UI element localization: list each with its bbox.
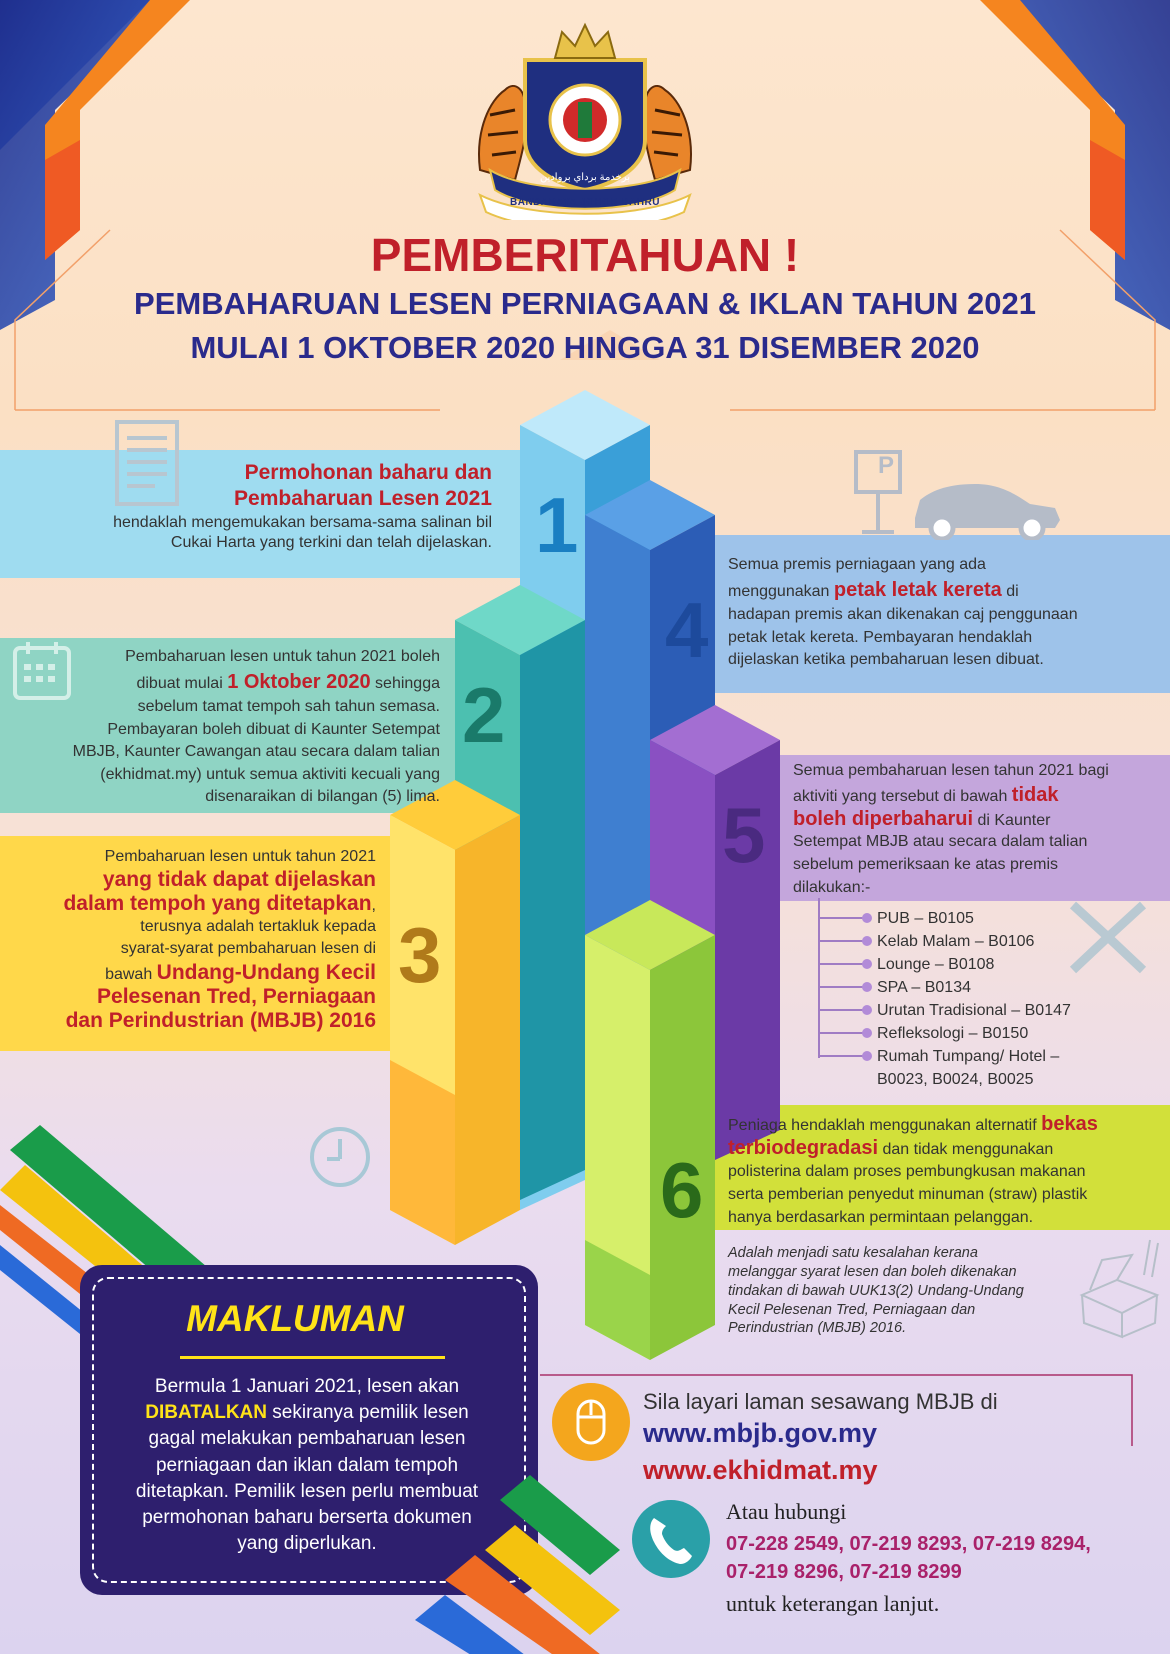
item-1-text [60, 460, 492, 553]
list-item: Kelab Malam – B0106 [877, 933, 1035, 950]
makluman-title: MAKLUMAN [186, 1298, 404, 1339]
item-6-line-2 [728, 1136, 1168, 1160]
item-5-text [793, 760, 1168, 900]
makluman-dibatalkan: DIBATALKAN [145, 1402, 267, 1424]
phone-shape [632, 1500, 710, 1578]
makluman-line-4: perniagaan dan iklan dalam tempoh [155, 1454, 459, 1476]
food-container-straw-icon [1072, 1235, 1167, 1340]
item-4-text [728, 554, 1168, 672]
item-4-line-3: hadapan premis akan dikenakan caj penggunaan [728, 606, 1078, 624]
parking-sign-letter: P [877, 452, 894, 479]
item-2-line-6: (ekhidmat.my) untuk semua aktiviti kecuali yang [100, 765, 440, 783]
item-2-text [20, 646, 440, 808]
item-3-text [20, 846, 376, 1033]
item-4-line-1: Semua premis perniagaan yang ada [728, 556, 986, 573]
list-item: Urutan Tradisional – B0147 [877, 1002, 1071, 1019]
subtitle-1: PEMBAHARUAN LESEN PERNIAGAAN & IKLAN TAHUN 2021 [134, 286, 1036, 321]
item-3-line-5: syarat-syarat pembaharuan lesen di [120, 940, 376, 958]
item-2-line-2c: sehingga [370, 675, 440, 693]
item-4-line-2 [728, 576, 1168, 604]
crest-ribbon-text: BANDARAYA JOHOR BAHRU [510, 197, 660, 208]
item-2-line-2a: dibuat mulai [136, 675, 228, 693]
item-2-line-1: Pembaharuan lesen untuk tahun 2021 boleh [125, 648, 440, 665]
makluman-line-1: Bermula 1 Januari 2021, lesen akan [154, 1376, 460, 1397]
item-6-line-1b: bekas [1041, 1113, 1098, 1135]
list-item: Refleksologi – B0150 [877, 1025, 1029, 1042]
makluman-line-3: gagal melakukan pembaharuan lesen [148, 1428, 466, 1450]
item-3-line-2: yang tidak dapat dijelaskan [102, 868, 376, 892]
item-1-heading-1: Permohonan baharu dan [244, 461, 492, 484]
item-3-line-8: dan Perindustrian (MBJB) 2016 [65, 1008, 376, 1032]
list-item: Rumah Tumpang/ Hotel – [877, 1048, 1060, 1065]
item-5-line-3a: boleh diperbaharui [793, 807, 974, 830]
mouse-icon [552, 1383, 630, 1461]
pillar-number-3: 3 [398, 911, 442, 999]
item-5-line-2a: aktiviti yang tersebut di bawah [793, 787, 1012, 805]
url-mbjb[interactable]: www.mbjb.gov.my [643, 1418, 878, 1448]
item-5-line-2 [793, 783, 1168, 807]
phone-numbers-1: 07-228 2549, 07-219 8293, 07-219 8294, [726, 1533, 1091, 1555]
makluman-line-2b: sekiranya pemilik lesen [267, 1402, 469, 1424]
item-1-body-2: Cukai Harta yang terkini dan telah dijelaskan. [170, 533, 492, 551]
clock-icon [305, 1125, 375, 1195]
item-6-line-4: serta pemberian penyedut minuman (straw) plastik [728, 1186, 1088, 1204]
makluman-line-7: yang diperlukan. [237, 1533, 377, 1555]
pillar-number-6: 6 [660, 1146, 704, 1234]
makluman-line-6: permohonan baharu berserta dokumen [142, 1507, 472, 1529]
item-4-line-2c: di [1001, 583, 1019, 601]
item-6-line-5: hanya berdasarkan permintaan pelanggan. [728, 1209, 1034, 1227]
item-5-line-3b: di Kaunter [973, 811, 1051, 829]
item-1-body-1: hendaklah mengemukakan bersama-sama salinan bil [113, 513, 492, 531]
item-5-line-4: Setempat MBJB atau secara dalam talian [793, 832, 1088, 850]
pillar-number-1: 1 [535, 481, 579, 569]
item-6-line-1 [728, 1112, 1168, 1136]
item-2-line-4: Pembayaran boleh dibuat di Kaunter Setempat [107, 720, 440, 738]
cross-icon [1068, 900, 1148, 975]
subtitle-2: MULAI 1 OKTOBER 2020 HINGGA 31 DISEMBER 2020 [190, 330, 980, 365]
item-3-line-6a: bawah [105, 965, 157, 983]
item-1-heading-2: Pembaharuan Lesen 2021 [234, 487, 492, 511]
list-item: PUB – B0105 [877, 910, 974, 927]
item-2-line-7: disenaraikan di bilangan (5) lima. [205, 787, 440, 805]
item-2-line-5: MBJB, Kaunter Cawangan atau secara dalam talian [72, 743, 440, 761]
item-6-line-2a: terbiodegradasi [728, 1137, 879, 1159]
phone-icon [632, 1500, 710, 1578]
item-6-line-3: polisterina dalam proses pembungkusan makanan [728, 1163, 1086, 1180]
item-3-line-6b: Undang-Undang Kecil [156, 960, 376, 984]
item-6-line-2b: dan tidak menggunakan [878, 1141, 1054, 1158]
note-line: Adalah menjadi satu kesalahan kerana [728, 1245, 978, 1261]
phone-numbers-2: 07-219 8296, 07-219 8299 [726, 1561, 962, 1583]
note-line: Perindustrian (MBJB) 2016. [728, 1320, 907, 1337]
url-ekhidmat[interactable]: www.ekhidmat.my [643, 1455, 878, 1485]
item-6-text [728, 1112, 1168, 1230]
item-3-line-6 [20, 961, 376, 985]
list-item: SPA – B0134 [877, 979, 971, 996]
item-3-line-3b: , [371, 897, 376, 915]
item-4-line-2b: petak letak kereta [833, 579, 1002, 602]
item-3-line-7: Pelesenan Tred, Perniagaan [97, 984, 376, 1008]
item-2-line-2 [20, 668, 440, 696]
note-line: Kecil Pelesenan Tred, Perniagaan dan [728, 1301, 976, 1318]
more-info-text: untuk keterangan lanjut. [726, 1591, 940, 1616]
item-2-line-3: sebelum tamat tempoh sah tahun semasa. [137, 698, 440, 716]
pillar-number-5: 5 [722, 791, 766, 879]
item-6-line-1a: Peniaga hendaklah menggunakan alternatif [728, 1117, 1042, 1134]
item-4-line-5: dijelaskan ketika pembaharuan lesen dibuat. [728, 651, 1044, 669]
item-4-line-4: petak letak kereta. Pembayaran hendaklah [728, 628, 1033, 646]
note-line: tindakan di bawah UUK13(2) Undang-Undang [728, 1282, 1024, 1299]
item-3-line-3a: dalam tempoh yang ditetapkan [63, 892, 372, 916]
item-2-date: 1 Oktober 2020 [227, 671, 371, 694]
page-title: PEMBERITAHUAN ! [370, 229, 800, 281]
visit-text: Sila layari laman sesawang MBJB di [643, 1389, 998, 1414]
item-5-line-5: sebelum pemeriksaan ke atas premis [793, 855, 1059, 873]
decor-stripes-bottom [385, 1470, 620, 1654]
item-3-line-1: Pembaharuan lesen untuk tahun 2021 [104, 848, 376, 865]
makluman-line-5: ditetapkan. Pemilik lesen perlu membuat [135, 1480, 479, 1502]
makluman-line-2 [92, 1400, 522, 1426]
pillar-number-4: 4 [665, 586, 709, 674]
makluman-underline [180, 1356, 445, 1359]
item-4-line-2a: menggunakan [728, 583, 834, 601]
note-line: melanggar syarat lesen dan boleh dikenakan [728, 1263, 1017, 1280]
item-3-line-4: terusnya adalah tertakluk kepada [140, 918, 376, 936]
crest-jawi-text: برخدمة برداي بروادين [539, 172, 631, 183]
item-5-line-6: dilakukan:- [793, 878, 871, 896]
list-item-continued: B0023, B0024, B0025 [877, 1071, 1034, 1088]
call-text: Atau hubungi [726, 1499, 847, 1524]
item-6-note [728, 1244, 1068, 1338]
pillar-number-2: 2 [462, 671, 506, 759]
list-connector-lines [815, 898, 875, 1068]
item-5-line-3 [793, 807, 1168, 831]
item-5-line-2b: tidak [1011, 783, 1059, 806]
mouse-shape [552, 1383, 630, 1461]
list-item: Lounge – B0108 [877, 956, 995, 973]
item-3-line-3 [20, 891, 376, 916]
item-5-line-1: Semua pembaharuan lesen tahun 2021 bagi [793, 762, 1109, 779]
